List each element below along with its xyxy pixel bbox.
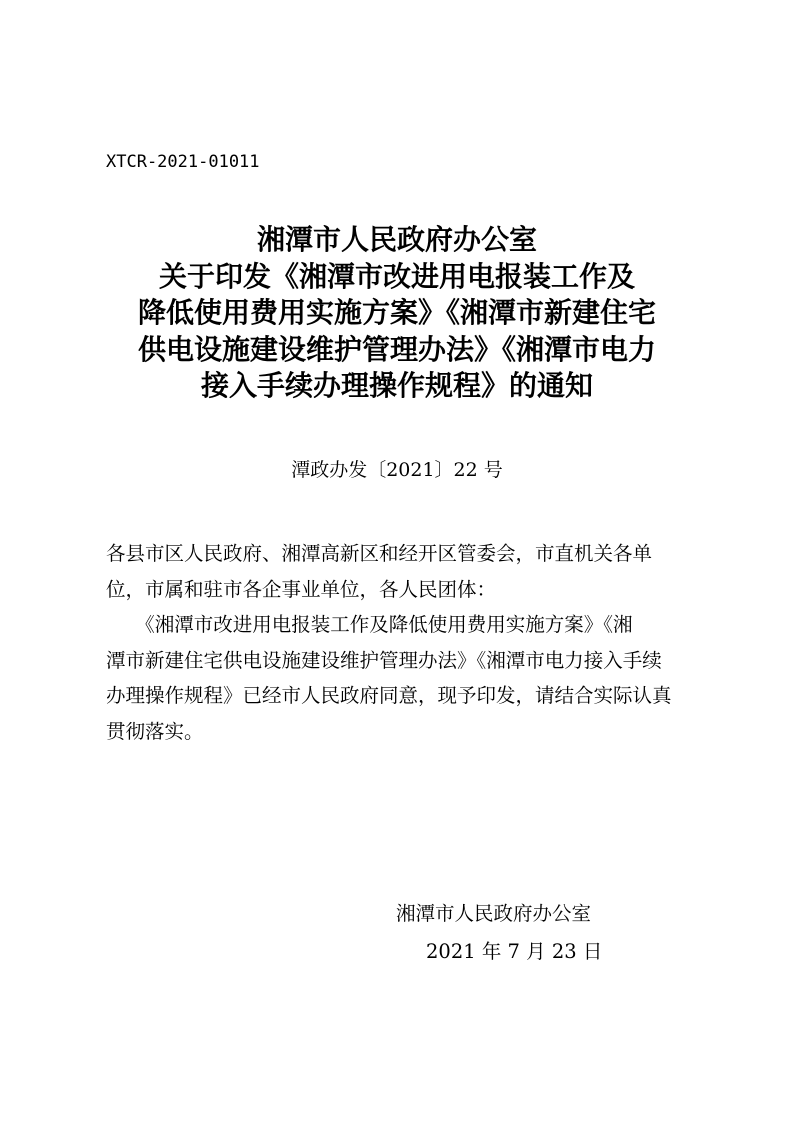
document-number: 潭政办发〔2021〕22 号: [291, 459, 503, 481]
issuer-signature: 湘潭市人民政府办公室: [396, 902, 592, 925]
title-line: 关于印发《湘潭市改进用电报装工作及: [158, 259, 635, 293]
title-line: 接入手续办理操作规程》的通知: [200, 369, 593, 402]
title-line: 降低使用费用实施方案》《湘潭市新建住宅: [137, 296, 656, 329]
body-line: 各县市区人民政府、湘潭高新区和经开区管委会，市直机关各单: [106, 542, 653, 565]
body-line: 贯彻落实。: [106, 719, 204, 743]
body-line: 《湘潭市改进用电报装工作及降低使用费用实施方案》《湘: [106, 613, 633, 636]
body-line: 办理操作规程》已经市人民政府同意，现予印发，请结合实际认真: [106, 684, 672, 707]
body-line: 位，市属和驻市各企事业单位，各人民团体：: [106, 577, 497, 601]
issue-date: 2021 年 7 月 23 日: [426, 940, 603, 963]
title-line: 湘潭市人民政府办公室: [256, 223, 537, 256]
document-title: [106, 222, 688, 405]
title-line: 供电设施建设维护管理办法》《湘潭市电力: [137, 332, 656, 366]
body-line: 潭市新建住宅供电设施建设维护管理办法》《湘潭市电力接入手续: [106, 648, 662, 672]
document-body: [106, 536, 688, 749]
document-code: XTCR-2021-01011: [106, 152, 260, 172]
